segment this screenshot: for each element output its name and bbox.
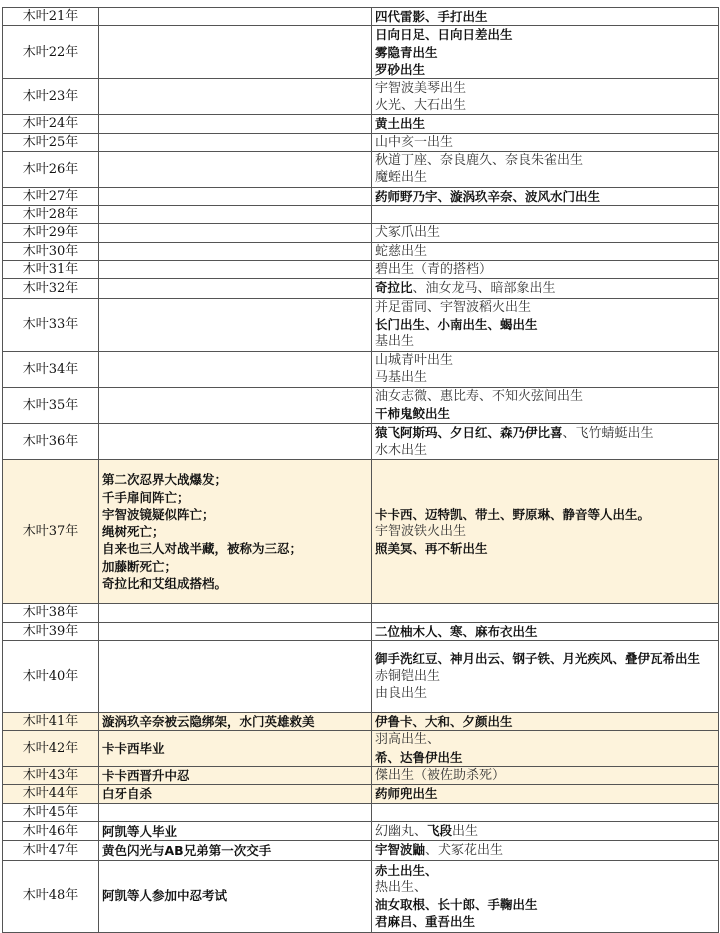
cell-line: 卡卡西毕业 [102, 741, 165, 756]
cell-line: 犬冢爪出生 [375, 225, 441, 241]
births-cell [372, 133, 719, 151]
text-segment: 幻幽丸、 [375, 824, 428, 840]
year-cell: 木叶45年 [3, 803, 99, 821]
text-segment: 宇智波鼬 [375, 842, 426, 858]
cell-line: 山中亥一出生 [375, 134, 454, 150]
year-cell: 木叶30年 [3, 242, 99, 260]
births-cell [372, 822, 719, 841]
events-cell [99, 822, 372, 841]
table-row [3, 767, 719, 785]
table-row [3, 242, 719, 260]
cell-line: 干柿鬼鲛出生 [375, 406, 451, 422]
births-cell [372, 8, 719, 26]
cell-line: 御手洗红豆、神月出云、钢子铁、月光疾风、叠伊瓦希出生 [375, 651, 701, 667]
cell-line: 卡卡西晋升中忍 [102, 768, 190, 784]
cell-line: 赤铜铠出生 [375, 668, 441, 684]
births-cell [372, 79, 719, 115]
cell-line: 火光、大石出生 [375, 97, 467, 113]
births-cell [372, 785, 719, 803]
events-cell [99, 133, 372, 151]
cell-line: 赤土出生、 [375, 862, 438, 878]
year-cell: 木叶29年 [3, 224, 99, 242]
table-row [3, 298, 719, 351]
year-cell: 木叶28年 [3, 206, 99, 224]
cell-line: 秋道丁座、奈良鹿久、奈良朱雀出生 [375, 153, 584, 169]
births-cell [372, 242, 719, 260]
events-cell [99, 115, 372, 133]
events-cell [99, 224, 372, 242]
cell-line: 山城青叶出生 [375, 352, 454, 368]
events-cell [99, 261, 372, 279]
cell-line: 加藤断死亡； [102, 558, 178, 574]
cell-line [375, 424, 715, 442]
events-cell [99, 79, 372, 115]
births-cell [372, 351, 719, 387]
events-cell [99, 841, 372, 860]
births-cell [372, 298, 719, 351]
table-row [3, 279, 719, 298]
year-cell: 木叶43年 [3, 767, 99, 785]
table-row [3, 460, 719, 604]
text-segment: 、犬冢花出生 [425, 843, 504, 859]
table-row [3, 79, 719, 115]
year-cell: 木叶41年 [3, 712, 99, 730]
cell-line: 傑出生（被佐助杀死） [375, 768, 506, 784]
cell-line: 漩涡玖辛奈被云隐绑架，水门英雄救美 [102, 713, 315, 729]
births-cell [372, 224, 719, 242]
year-cell: 木叶40年 [3, 640, 99, 712]
cell-line: 千手扉间阵亡； [102, 489, 190, 505]
cell-line: 伊鲁卡、大和、夕颜出生 [375, 713, 513, 729]
cell-line: 并足雷同、宇智波稻火出生 [375, 299, 532, 315]
year-cell: 木叶26年 [3, 151, 99, 187]
cell-line: 绳树死亡； [102, 524, 165, 540]
table-row [3, 224, 719, 242]
births-cell [372, 187, 719, 205]
cell-line: 药师兜出生 [375, 786, 438, 802]
year-cell: 木叶27年 [3, 187, 99, 205]
cell-line: 药师野乃宇、漩涡玖辛奈、波风水门出生 [375, 188, 601, 204]
cell-line: 希、达鲁伊出生 [375, 749, 463, 765]
cell-line: 基出生 [375, 334, 415, 350]
events-cell [99, 187, 372, 205]
births-cell [372, 387, 719, 423]
year-cell: 木叶38年 [3, 604, 99, 622]
cell-line: 阿凯等人毕业 [102, 823, 178, 839]
births-cell [372, 261, 719, 279]
cell-line: 马基出生 [375, 370, 428, 386]
table-row [3, 622, 719, 640]
events-cell [99, 712, 372, 730]
year-cell: 木叶23年 [3, 79, 99, 115]
year-cell: 木叶21年 [3, 8, 99, 26]
year-cell: 木叶33年 [3, 298, 99, 351]
births-cell [372, 151, 719, 187]
events-cell [99, 731, 372, 767]
table-row [3, 785, 719, 803]
table-row [3, 803, 719, 821]
cell-line: 二位柚木人、寒、麻布衣出生 [375, 623, 538, 639]
year-cell: 木叶39年 [3, 622, 99, 640]
timeline-table [2, 7, 719, 933]
cell-line: 热出生、 [375, 879, 428, 895]
births-cell [372, 279, 719, 298]
year-cell: 木叶22年 [3, 26, 99, 79]
cell-line: 碧出生（青的搭档） [375, 262, 493, 278]
cell-line: 第二次忍界大战爆发； [102, 472, 228, 488]
table-row [3, 133, 719, 151]
cell-line: 四代雷影、手打出生 [375, 9, 488, 24]
cell-line: 卡卡西、迈特凯、带土、野原琳、静音等人出生。 [375, 506, 651, 522]
cell-line: 白牙自杀 [102, 786, 153, 802]
events-cell [99, 298, 372, 351]
year-cell: 木叶24年 [3, 115, 99, 133]
year-cell: 木叶35年 [3, 387, 99, 423]
table-row [3, 731, 719, 767]
table-row [3, 151, 719, 187]
cell-line: 宇智波铁火出生 [375, 524, 467, 540]
cell-line: 羽高出生、 [375, 732, 441, 748]
cell-line: 水木出生 [375, 442, 428, 458]
births-cell [372, 622, 719, 640]
year-cell: 木叶46年 [3, 822, 99, 841]
cell-line: 黄土出生 [375, 116, 426, 132]
table-row [3, 841, 719, 860]
births-cell [372, 26, 719, 79]
events-cell [99, 242, 372, 260]
cell-line: 蛇慈出生 [375, 243, 428, 259]
births-cell [372, 460, 719, 604]
text-segment: 猿飞阿斯玛、夕日红、森乃伊比喜 [375, 424, 563, 440]
table-row [3, 187, 719, 205]
births-cell [372, 423, 719, 460]
births-cell [372, 640, 719, 712]
cell-line: 由良出生 [375, 686, 428, 701]
events-cell [99, 423, 372, 460]
events-cell [99, 640, 372, 712]
table-row [3, 712, 719, 730]
events-cell [99, 604, 372, 622]
table-row [3, 822, 719, 841]
births-cell [372, 604, 719, 622]
cell-line: 雾隐青出生 [375, 44, 438, 60]
text-segment: 奇拉比 [375, 280, 413, 296]
cell-line: 魔蛭出生 [375, 170, 428, 186]
events-cell [99, 803, 372, 821]
table-row [3, 115, 719, 133]
text-segment: 、油女龙马、暗部象出生 [412, 281, 556, 297]
births-cell [372, 803, 719, 821]
table-row [3, 261, 719, 279]
year-cell: 木叶36年 [3, 423, 99, 460]
timeline-body [3, 8, 719, 933]
births-cell [372, 860, 719, 932]
cell-line: 自来也三人对战半藏，被称为三忍； [102, 541, 303, 557]
events-cell [99, 26, 372, 79]
table-row [3, 206, 719, 224]
births-cell [372, 767, 719, 785]
cell-line: 日向日足、日向日差出生 [375, 27, 513, 43]
text-segment: 出生 [452, 824, 479, 840]
text-segment: 飞段 [427, 823, 453, 839]
table-row [3, 387, 719, 423]
table-row [3, 26, 719, 79]
year-cell: 木叶47年 [3, 841, 99, 860]
events-cell [99, 206, 372, 224]
cell-line: 照美冥、再不斩出生 [375, 541, 488, 557]
cell-line: 油女取根、长十郎、手鞠出生 [375, 897, 538, 913]
events-cell [99, 767, 372, 785]
year-cell: 木叶32年 [3, 279, 99, 298]
table-row [3, 640, 719, 712]
cell-line [375, 822, 715, 840]
cell-line: 油女志微、惠比寿、不知火弦间出生 [375, 388, 584, 404]
table-row [3, 8, 719, 26]
year-cell: 木叶42年 [3, 731, 99, 767]
events-cell [99, 622, 372, 640]
events-cell [99, 387, 372, 423]
events-cell [99, 785, 372, 803]
cell-line: 阿凯等人参加中忍考试 [102, 888, 228, 904]
events-cell [99, 8, 372, 26]
events-cell [99, 460, 372, 604]
cell-line: 长门出生、小南出生、蝎出生 [375, 317, 538, 333]
cell-line: 黄色闪光与AB兄弟第一次交手 [102, 842, 272, 858]
births-cell [372, 115, 719, 133]
table-row [3, 351, 719, 387]
cell-line [375, 279, 715, 297]
events-cell [99, 151, 372, 187]
year-cell: 木叶44年 [3, 785, 99, 803]
births-cell [372, 841, 719, 860]
cell-line: 宇智波美琴出生 [375, 80, 467, 96]
year-cell: 木叶34年 [3, 351, 99, 387]
births-cell [372, 712, 719, 730]
year-cell: 木叶25年 [3, 133, 99, 151]
year-cell: 木叶31年 [3, 261, 99, 279]
table-row [3, 604, 719, 622]
year-cell: 木叶48年 [3, 860, 99, 932]
year-cell: 木叶37年 [3, 460, 99, 604]
cell-line: 奇拉比和艾组成搭档。 [102, 576, 228, 591]
text-segment: 、飞竹蜻蜓出生 [562, 425, 654, 441]
births-cell [372, 731, 719, 767]
events-cell [99, 351, 372, 387]
events-cell [99, 279, 372, 298]
table-row [3, 860, 719, 932]
table-row [3, 423, 719, 460]
cell-line [375, 841, 715, 859]
cell-line: 君麻吕、重吾出生 [375, 914, 476, 930]
events-cell [99, 860, 372, 932]
cell-line: 宇智波镜疑似阵亡； [102, 506, 215, 522]
births-cell [372, 206, 719, 224]
cell-line: 罗砂出生 [375, 61, 426, 77]
